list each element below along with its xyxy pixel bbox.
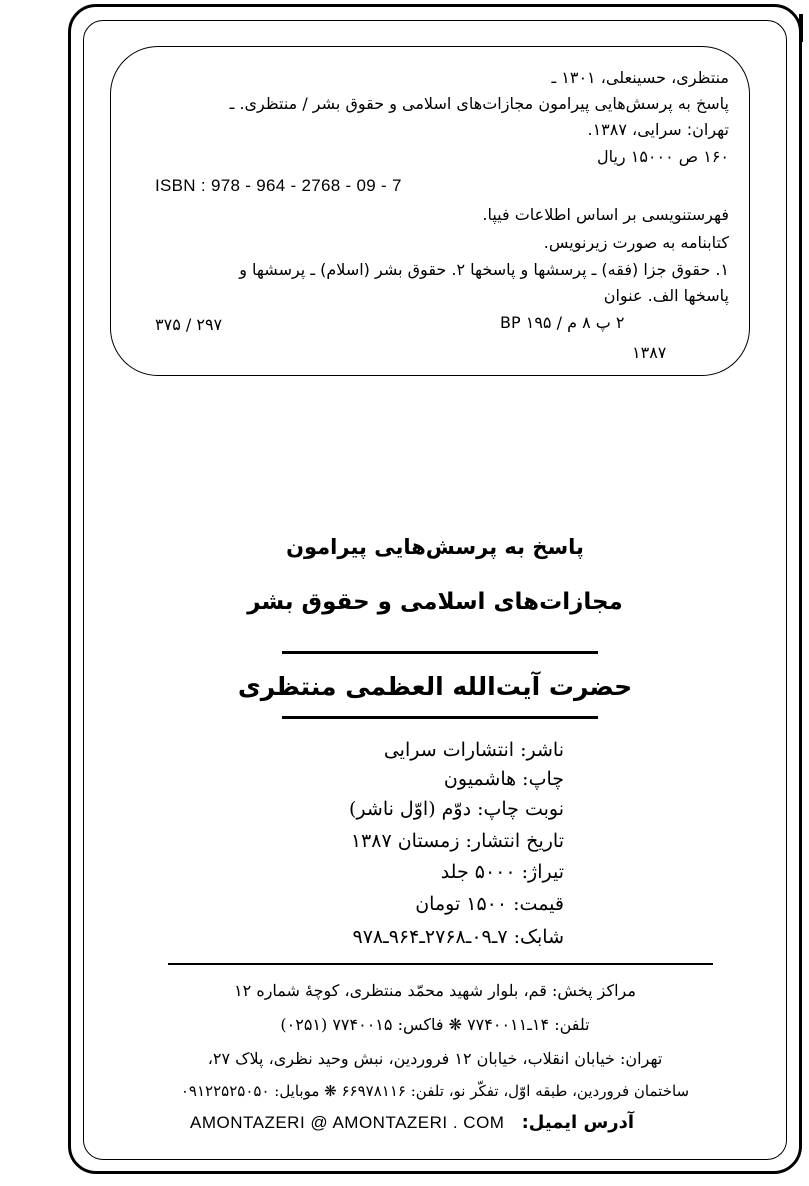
book-title-line1: پاسخ به پرسش‌هایی پیرامون (286, 535, 584, 559)
cip-note-bibliography: کتابنامه به صورت زیرنویس. (543, 233, 729, 252)
imprint-circulation: تیراژ: ۵۰۰۰ جلد (440, 861, 564, 883)
imprint-printer: چاپ: هاشمیون (443, 768, 564, 790)
book-author: حضرت آیت‌الله العظمی منتظری (237, 672, 633, 701)
cip-year: ۱۳۸۷ (632, 343, 667, 362)
cip-note-fipa: فهرستنویسی بر اساس اطلاعات فیپا. (482, 205, 729, 224)
cip-publisher: تهران: سرایی، ۱۳۸۷. (587, 120, 729, 139)
distribution-tehran-phone: ساختمان فروردین، طبقه اوّل، تفکّر نو، تلفن: ۶۶۹۷۸۱۱۶ ❋ موبایل: ۰۹۱۲۲۵۲۵۰۵۰ (180, 1082, 690, 1100)
cip-isbn: ISBN : 978 - 964 - 2768 - 09 - 7 (155, 176, 402, 195)
email-address: AMONTAZERI @ AMONTAZERI . COM (190, 1113, 505, 1132)
distribution-qom: مراکز پخش: قم، بلوار شهید محمّد منتظری، کوچهٔ شماره ۱۲ (234, 981, 636, 1000)
email-row (190, 1112, 634, 1133)
cip-title: پاسخ به پرسش‌هایی پیرامون مجازات‌های اسلامی و حقوق بشر / منتظری. ـ (229, 94, 729, 113)
email-label: آدرس ایمیل: (521, 1112, 635, 1133)
cip-pages-price: ۱۶۰ ص ۱۵۰۰۰ ریال (596, 147, 729, 166)
distribution-tehran: تهران: خیابان انقلاب، خیابان ۱۲ فروردین، نبش وحید نظری، پلاک ۲۷، (207, 1049, 663, 1068)
title-rule-top (282, 651, 598, 654)
cip-author: منتظری، حسینعلی، ۱۳۰۱ ـ (551, 68, 729, 87)
cip-subjects-cont: پاسخها الف. عنوان (603, 286, 729, 305)
distribution-qom-phone: تلفن: ۱۴ـ۷۷۴۰۰۱۱ ❋ فاکس: ۷۷۴۰۰۱۵ (۰۲۵۱) (280, 1015, 590, 1034)
imprint-publisher: ناشر: انتشارات سرایی (383, 739, 564, 761)
cip-dewey: ۲۹۷ / ۳۷۵ (155, 315, 223, 334)
distribution-rule (168, 963, 713, 965)
title-rule-bottom (282, 716, 598, 719)
imprint-isbn: شابک: ۷ـ۰۹ـ۲۷۶۸ـ۹۶۴ـ۹۷۸ (352, 926, 564, 948)
cip-subjects: ۱. حقوق جزا (فقه) ـ پرسشها و پاسخها ۲. حقوق بشر (اسلام) ـ پرسشها و (239, 260, 729, 279)
book-title-line2: مجازات‌های اسلامی و حقوق بشر (247, 589, 623, 615)
imprint-date: تاریخ انتشار: زمستان ۱۳۸۷ (350, 830, 564, 852)
imprint-price: قیمت: ۱۵۰۰ تومان (415, 893, 564, 915)
edge-mark (799, 14, 803, 42)
cip-call-number: ۲ پ ۸ م / ۱۹۵ BP (500, 313, 625, 332)
imprint-edition: نوبت چاپ: دوّم (اوّل ناشر) (349, 798, 564, 820)
